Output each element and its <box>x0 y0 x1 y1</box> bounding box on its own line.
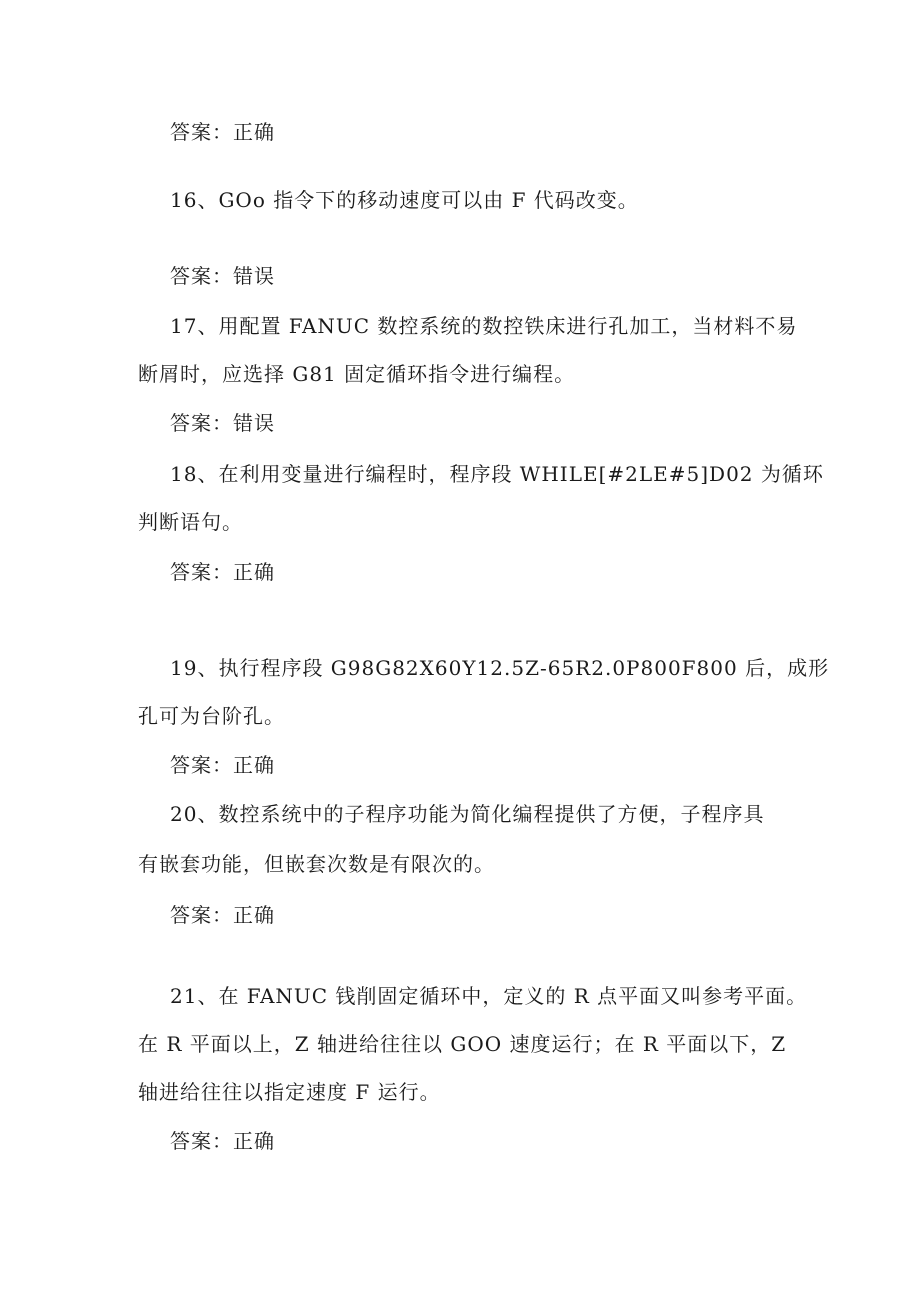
answer-16: 答案：错误 <box>170 264 275 288</box>
answer-18: 答案：正确 <box>170 560 275 584</box>
question-18-line-1: 18、在利用变量进行编程时，程序段 WHILE[#2LE#5]D02 为循环 <box>170 462 824 486</box>
question-17-line-1: 17、用配置 FANUC 数控系统的数控铁床进行孔加工，当材料不易 <box>170 314 798 338</box>
answer-17: 答案：错误 <box>170 411 275 435</box>
answer-21: 答案：正确 <box>170 1129 275 1153</box>
answer-20: 答案：正确 <box>170 903 275 927</box>
question-16-line-1: 16、GOo 指令下的移动速度可以由 F 代码改变。 <box>170 188 639 212</box>
question-21-line-3: 轴进给往往以指定速度 F 运行。 <box>138 1080 441 1104</box>
question-20-line-1: 20、数控系统中的子程序功能为简化编程提供了方便，子程序具 <box>170 802 765 826</box>
answer-19: 答案：正确 <box>170 753 275 777</box>
question-18-line-2: 判断语句。 <box>138 510 243 534</box>
question-21-line-2: 在 R 平面以上，Z 轴进给往往以 GOO 速度运行；在 R 平面以下，Z <box>138 1032 787 1056</box>
question-19-line-2: 孔可为台阶孔。 <box>138 704 285 728</box>
question-19-line-1: 19、执行程序段 G98G82X60Y12.5Z-65R2.0P800F800 后，成形 <box>170 656 830 680</box>
question-21-line-1: 21、在 FANUC 钱削固定循环中，定义的 R 点平面又叫参考平面。 <box>170 984 808 1008</box>
answer-15: 答案：正确 <box>170 120 275 144</box>
question-17-line-2: 断屑时，应选择 G81 固定循环指令进行编程。 <box>138 362 576 386</box>
question-20-line-2: 有嵌套功能，但嵌套次数是有限次的。 <box>138 852 495 876</box>
